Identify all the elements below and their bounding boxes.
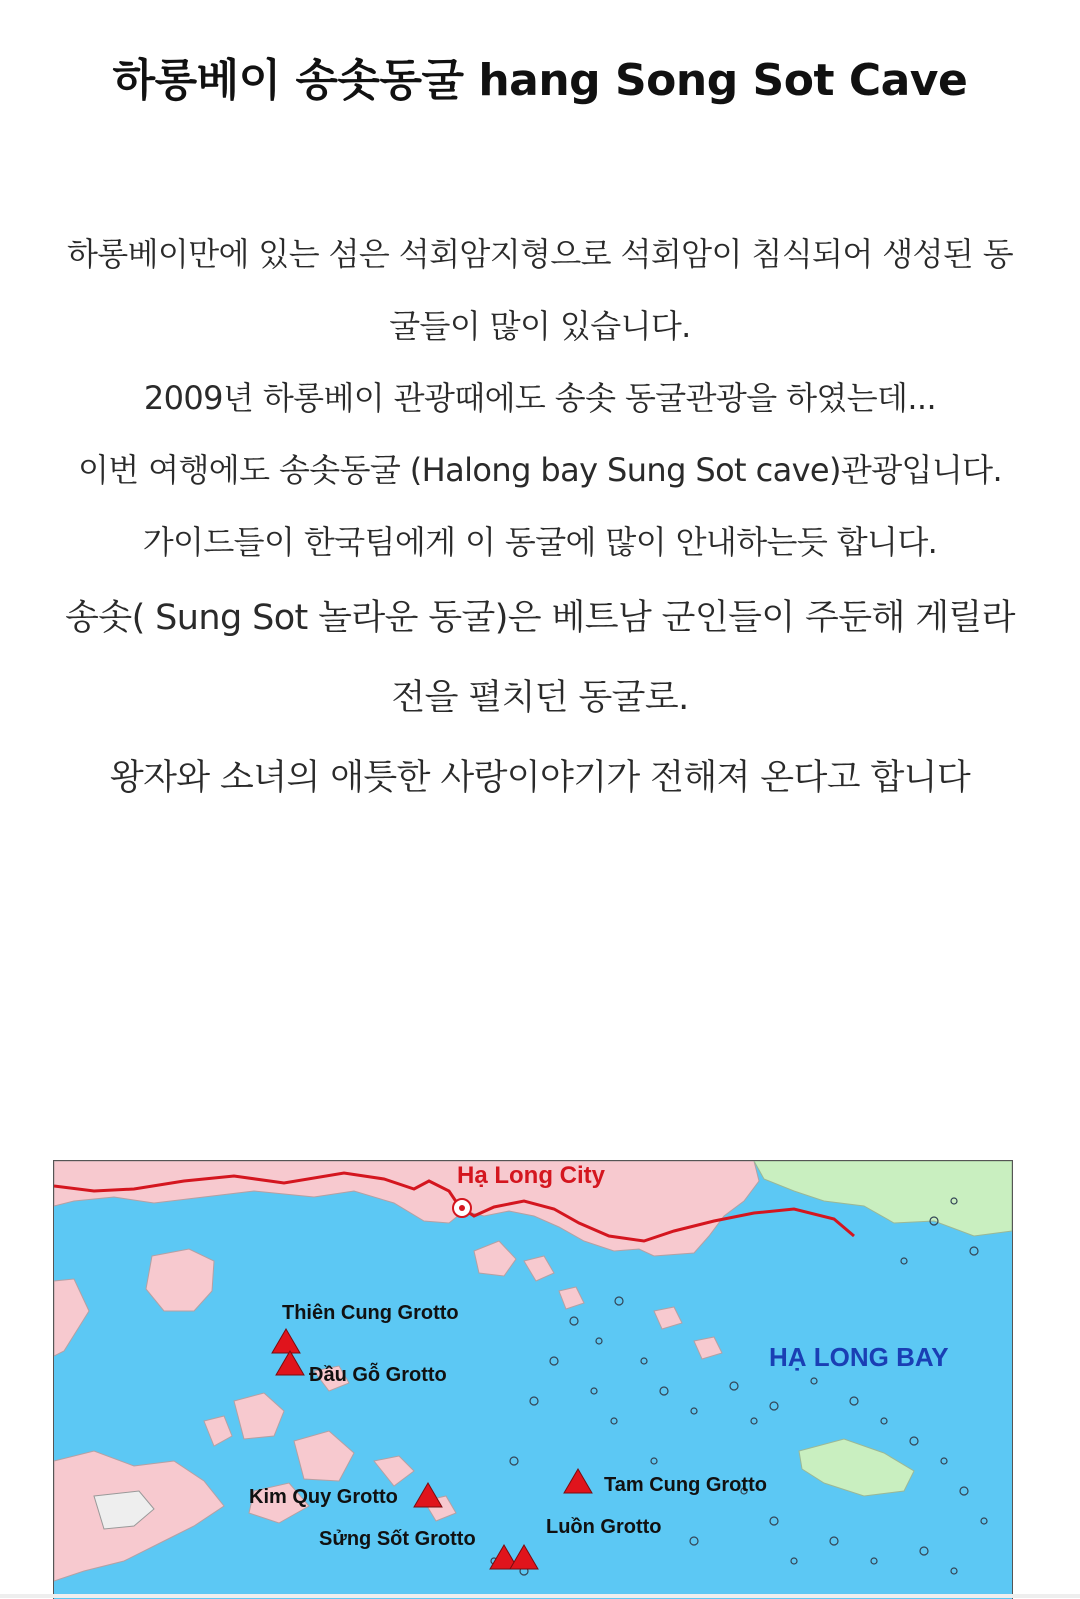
paragraph-5: 송솟( Sung Sot 놀라운 동굴)은 베트남 군인들이 주둔해 게릴라전을 펼치던 동굴로. xyxy=(65,598,1015,718)
map-label-kim-quy: Kim Quy Grotto xyxy=(249,1486,398,1508)
article-title: 하롱베이 송솟동굴 hang Song Sot Cave xyxy=(112,55,968,106)
city-marker xyxy=(453,1199,471,1217)
map-label-sung-sot: Sửng Sốt Grotto xyxy=(319,1528,476,1550)
map-label-bay: HẠ LONG BAY xyxy=(769,1342,949,1372)
paragraph-4: 가이드들이 한국팀에게 이 동굴에 많이 안내하는듯 합니다. xyxy=(142,523,938,561)
map-label-city: Hạ Long City xyxy=(457,1162,605,1189)
paragraph-2: 2009년 하롱베이 관광때에도 송솟 동굴관광을 하였는데... xyxy=(143,379,937,417)
map-label-thien-cung: Thiên Cung Grotto xyxy=(282,1302,459,1324)
map-svg xyxy=(54,1161,1012,1599)
paragraph-3: 이번 여행에도 송솟동굴 (Halong bay Sung Sot cave)관광입니다. xyxy=(77,451,1003,489)
map-label-luon: Luồn Grotto xyxy=(546,1516,662,1538)
halong-bay-map xyxy=(53,1160,1013,1599)
map-label-dau-go: Đầu Gỗ Grotto xyxy=(309,1364,447,1386)
page-bottom-edge xyxy=(0,1594,1080,1598)
article-body xyxy=(60,218,1020,818)
map-label-tam-cung: Tam Cung Grotto xyxy=(604,1474,767,1496)
paragraph-6: 왕자와 소녀의 애틋한 사랑이야기가 전해져 온다고 합니다 xyxy=(109,758,971,798)
map-sea xyxy=(54,1161,1012,1599)
paragraph-1: 하롱베이만에 있는 섬은 석회암지형으로 석회암이 침식되어 생성된 동굴들이 많이 있습니다. xyxy=(66,235,1014,345)
